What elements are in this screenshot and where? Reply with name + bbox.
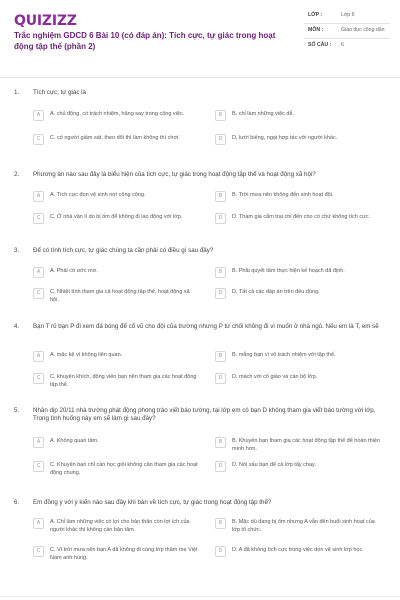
option-letter-box: A	[33, 110, 44, 121]
option-text: B. Mặc dù đang bị ốm nhưng A vẫn đến buổi sinh hoạt của lớp tổ chức.	[232, 519, 375, 533]
header-divider	[0, 77, 400, 78]
worksheet-header	[0, 0, 400, 72]
option-text: A. mặc kệ vì không liên quan.	[50, 352, 123, 358]
option-letter-box: C	[33, 461, 44, 472]
page-bottom-divider	[0, 596, 400, 597]
option-text: D. lười biếng, ngại hợp tác với người khác.	[232, 135, 338, 141]
option-text: B. chỉ làm những việc dễ.	[232, 111, 295, 117]
worksheet-info-table	[304, 9, 390, 53]
info-value: Giáo dục công dân	[341, 27, 385, 33]
option-letter-box: D	[215, 461, 226, 472]
option-letter-box: B	[215, 191, 226, 202]
option-letter-box: C	[33, 373, 44, 384]
option-letter-box: B	[215, 267, 226, 278]
option-text: D. Nói xấu bạn để cả lớp tẩy chay.	[232, 462, 316, 468]
info-value: 6	[341, 42, 344, 48]
option-letter-box: C	[33, 546, 44, 557]
question-text: Bạn T rủ bạn P đi xem đá bóng để cổ vũ cho đội của trường nhưng P từ chối không đi vì muốn ở nhà ngủ. Nếu em là T, em sẽ	[33, 323, 379, 330]
option-text: C. khuyên khích, động viên bạn nên tham gia các hoạt động tập thể.	[50, 374, 197, 388]
option-letter-box: C	[33, 213, 44, 224]
option-text: A. Tích cực đọn vệ sinh nơi công cộng.	[50, 192, 146, 198]
option-text: B. Phải quyết tâm thực hiện kế hoạch đã định.	[232, 268, 345, 274]
question-number: 1.	[14, 89, 20, 96]
option-text: D. A đã không tích cực trong việc dọn vệ sinh lớp học.	[232, 547, 364, 553]
option-letter-box: D	[215, 546, 226, 557]
option-text: C. Khuyên bạn chỉ cần học giỏi không cần tham gia các hoạt động chung.	[50, 462, 198, 476]
option-text: C. Vì trời mưa nên bạn A đã không đi cùng lớp thăm mẹ Việt Nam anh hùng.	[50, 547, 198, 561]
option-text: C. có người giám sát, theo dõi thì làm không thì chơi.	[50, 135, 180, 141]
option-letter-box: D	[215, 373, 226, 384]
quizizz-logo: QUIZIZZ	[14, 13, 77, 29]
question-text: Em đồng ý với ý kiến nào sau đây khi bàn về tích cực, tự giác trong hoạt động tập thể?	[33, 499, 272, 506]
option-letter-box: A	[33, 437, 44, 448]
question-number: 5.	[14, 407, 20, 414]
option-text: C. Nhiệt tình tham gia cả hoạt động tập thể, hoạt động xã hội.	[50, 289, 190, 303]
info-row-class	[304, 9, 390, 24]
question-number: 4.	[14, 323, 20, 330]
option-letter-box: A	[33, 518, 44, 529]
option-letter-box: B	[215, 110, 226, 121]
question-text: Nhân dịp 20/11 nhà trường phát động phong trào viết báo tường, tại lớp em có bạn D không tham gia viết báo tường với lớp. Trong tình huống này em sẽ làm gì sau đây?	[33, 407, 376, 423]
question-text: Tích cực, tự giác là	[33, 89, 86, 96]
option-letter-box: C	[33, 288, 44, 299]
option-letter-box: D	[215, 213, 226, 224]
question-text: Phương án nào sau đây là biểu hiện của tích cực, tự giác trong hoạt động tập thể và hoạt động xã hội?	[33, 171, 316, 178]
option-text: D. Tham gia cắm trại chỉ đến cho có chứ không tích cực.	[232, 214, 371, 220]
option-text: B. mắng bạn vì vô trách nhiệm với tập thể.	[232, 352, 336, 358]
option-letter-box: B	[215, 518, 226, 529]
info-value: Lớp 6	[341, 12, 355, 18]
option-text: A. Phải có ước mơ.	[50, 268, 98, 274]
option-text: B. Khuyên bạn tham gia các hoạt động tập thể để hoàn thiện mình hơn.	[232, 438, 381, 452]
option-text: D. mách với cô giáo và cán bộ lớp.	[232, 374, 318, 380]
option-letter-box: A	[33, 191, 44, 202]
option-text: B. Trời mưa nên không đến sinh hoạt đội.	[232, 192, 334, 198]
question-number: 6.	[14, 499, 20, 506]
question-number: 3.	[14, 247, 20, 254]
info-label: SỐ CÂU :	[308, 42, 332, 48]
option-text: A. Không quan tâm.	[50, 438, 99, 444]
info-label: LỚP :	[308, 12, 323, 18]
option-letter-box: C	[33, 134, 44, 145]
question-text: Để có tính tích cực, tự giác chúng ta cần phải có điều gì sau đây?	[33, 247, 214, 254]
option-letter-box: B	[215, 437, 226, 448]
option-letter-box: A	[33, 351, 44, 362]
info-row-count	[304, 39, 390, 53]
info-row-subject	[304, 24, 390, 39]
option-text: A. chủ động, có trách nhiệm, hăng say trong công việc.	[50, 111, 185, 117]
option-text: D. Tất cả các đáp án trên đều đúng.	[232, 289, 320, 295]
option-text: A. Chỉ làm những việc có lợi cho bản thân còn lợi ích của người khác thì không cần bận tâm.	[50, 519, 190, 533]
worksheet-title: Trắc nghiệm GDCD 6 Bài 10 (có đáp án): Tích cực, tự giác trong hoạt động tập thể (phần 2)	[14, 31, 276, 51]
option-letter-box: A	[33, 267, 44, 278]
option-letter-box: D	[215, 134, 226, 145]
option-letter-box: B	[215, 351, 226, 362]
info-label: MÔN :	[308, 27, 324, 33]
option-text: C. Ở nhà vận lí do bị ốm để không đi lao động với lớp.	[50, 214, 183, 220]
option-letter-box: D	[215, 288, 226, 299]
question-number: 2.	[14, 171, 20, 178]
